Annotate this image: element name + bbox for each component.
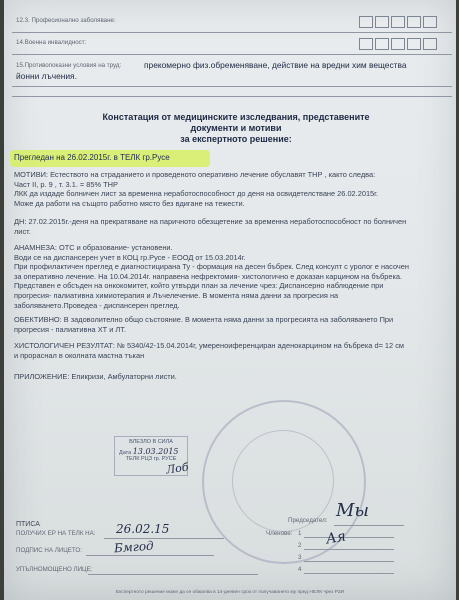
motivi-line: Може да работи на същото работно място без вдигане на тежести. [14, 198, 245, 208]
signature-label: ПОДПИС НА ЛИЦЕТО: [16, 547, 82, 554]
section-heading [86, 112, 386, 145]
members-label: Членове: [266, 530, 293, 537]
motivi-block [14, 170, 448, 208]
histology-line: ХИСТОЛОГИЧЕН РЕЗУЛТАТ: № 5340/42-15.04.2014г, умереноиференциран аденокарцином на бъбрека d= 12 см [14, 341, 404, 350]
chair-label: Председател: [288, 517, 328, 524]
objective-line: ОБЕКТИВНО: В задоволително общо състояние. В момента няма данни за прогресията на заболяването При [14, 315, 394, 324]
code-box [391, 16, 405, 28]
member-line [304, 573, 394, 574]
code-box [359, 16, 373, 28]
person-signature: Бмгод [113, 538, 155, 556]
ptisa-label: ПТИСА [16, 521, 40, 528]
dn-line: ДН: 27.02.2015г.-деня на прекратяване на паричното обезщетение за временна неработоспособност по болничен [14, 217, 407, 226]
row-14: 14.Военна инвалидност: [16, 39, 87, 46]
objective-block [14, 315, 448, 334]
signature-line [86, 555, 214, 556]
anamnesis-block [14, 243, 448, 310]
document-page [4, 0, 456, 600]
row-12-3: 12.3. Професионално заболяване: [16, 17, 116, 24]
stamp-line-3: ТЕЛК РЦЗ гр. РУСЕ [125, 456, 177, 462]
histology-block [14, 341, 448, 360]
dn-line: лист. [14, 226, 31, 236]
member-line [304, 561, 394, 562]
attachment-line: ПРИЛОЖЕНИЕ: Епикризи, Амбулаторни листи. [14, 372, 177, 381]
motivi-line: МОТИВИ: Естеството на страданието и проведеното оперативно лечение обуславят ТНР , както следва: [14, 170, 376, 179]
delivered-label: ПОЛУЧИХ ЕР НА ТЕЛК НА: [16, 530, 96, 537]
row-15-label: 15.Противопоказни условия на труд: [16, 62, 122, 69]
member-number: 1 [298, 530, 302, 537]
examined-line: Прегледан на 26.02.2015г. в ТЕЛК гр.Русе [14, 153, 170, 162]
motivi-line: Част II, р. 9 , т. 3.1. = 85% ТНР [14, 179, 118, 189]
divider [12, 86, 452, 87]
histology-line: и прораснал в околната мастна тъкан [14, 350, 145, 360]
divider [12, 54, 452, 55]
dn-block [14, 217, 448, 236]
member-number: 2 [298, 542, 302, 549]
heading-line-2: за експертното решение: [180, 134, 292, 144]
code-box [375, 16, 389, 28]
code-box [359, 38, 373, 50]
authorized-label: УПЪЛНОМОЩЕНО ЛИЦЕ: [16, 566, 93, 573]
stamp-signature: Лоб [165, 460, 190, 477]
delivered-line [104, 538, 224, 539]
code-box [423, 38, 437, 50]
anamnesis-line: АНАМНЕЗА: ОТС и образование- установени. [14, 243, 173, 252]
code-box [423, 16, 437, 28]
stamp-line-2: Дата [119, 450, 132, 456]
anamnesis-line: Представен е обсъден на онкокомитет, който утвърди план за лечение чрез: Диспансерно наблюдение при [14, 281, 384, 291]
stamp-date: 13.03.2015 [132, 447, 179, 456]
divider [12, 32, 452, 33]
code-box [391, 38, 405, 50]
anamnesis-line: Води се на диспансерен учет в КОЦ гр.Русе - ЕООД от 15.03.2014г. [14, 252, 246, 262]
member-number: 4 [298, 566, 302, 573]
anamnesis-line: за оперативно лечение. На 10.04.2014г. направена нефректомия- хистологично е доказан карцином на бъбрека. [14, 271, 403, 281]
authorized-line [88, 574, 258, 575]
code-box [407, 16, 421, 28]
code-box [375, 38, 389, 50]
stamp-line-1: ВЛЕЗЛО В СИЛА [129, 439, 173, 445]
member-signature: Ая [324, 528, 348, 548]
divider [12, 96, 452, 97]
row-15-value-1: прекомерно физ.обременяване, действие на вредни хим вещества [144, 60, 407, 70]
delivered-date: 26.02.15 [116, 522, 170, 536]
chair-signature: Мы [336, 500, 370, 521]
member-number: 3 [298, 554, 302, 561]
footer-note: Експертното решение може да се обжалва в 14-дневен срок от получаването му пред НЕЛК чрез РЗИ [115, 590, 345, 595]
objective-line: прогресия - палиативна ХТ и ЛТ. [14, 324, 126, 334]
code-box [407, 38, 421, 50]
member-line [304, 537, 394, 538]
member-line [304, 549, 394, 550]
motivi-line: ЛКК да издаде болничен лист за временна неработоспособност до деня на освидетелстване 26.02.2015г. [14, 189, 379, 199]
anamnesis-line: заболяването.Проведеа - диспансерен преглед. [14, 300, 180, 310]
anamnesis-line: прогресия- палиативна химиотерапия и Лъчелечение. В момента няма данни за прогресия на [14, 290, 339, 300]
heading-line-1: Констатация от медицинските изследвания, представените документи и мотиви [102, 112, 370, 133]
chair-line [334, 525, 404, 526]
anamnesis-line: При профилактичен преглед е диагностицирана Ту - формация на десен бъбрек. След консулт с уролог е насочен [14, 262, 409, 272]
row-15-value-2: йонни лъчения. [16, 71, 77, 81]
